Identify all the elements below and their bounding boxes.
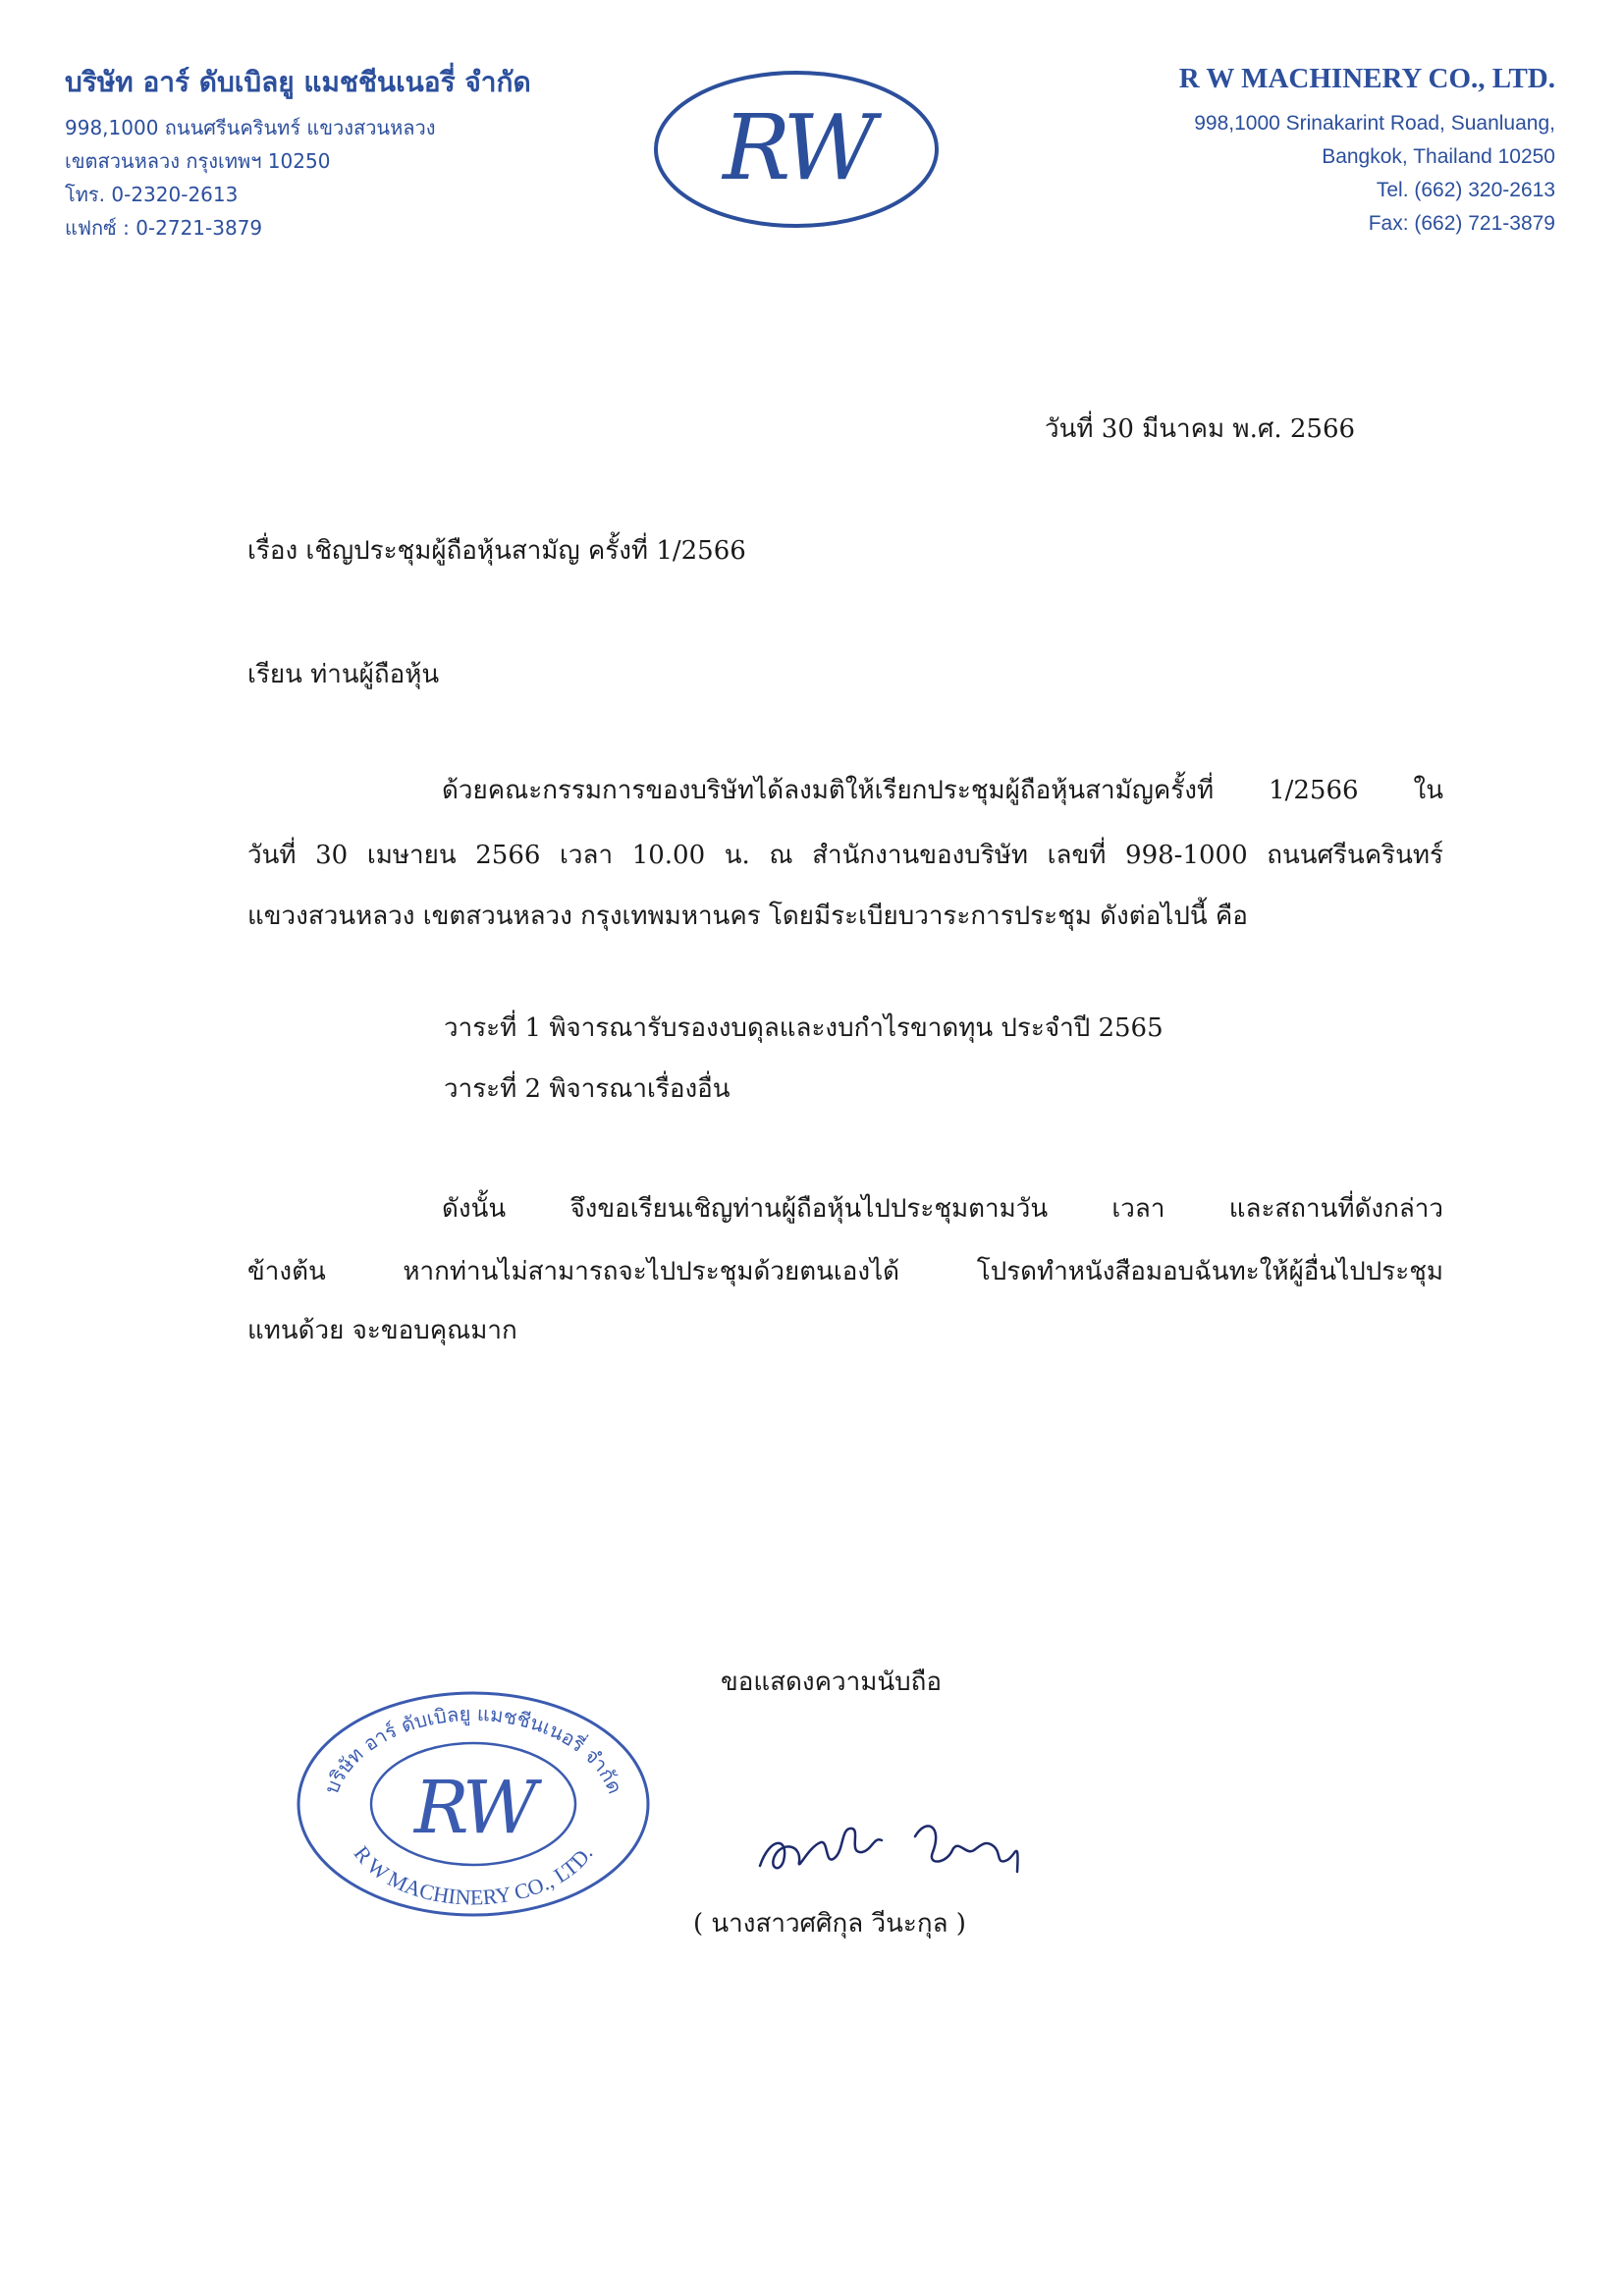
paragraph-1-line-3: แขวงสวนหลวง เขตสวนหลวง กรุงเทพมหานคร โดยมีระเบียบวาระการประชุม ดังต่อไปนี้ คือ — [247, 902, 1248, 931]
company-name-thai: บริษัท อาร์ ดับเบิลยู แมชชีนเนอรี่ จำกัด — [65, 66, 531, 98]
paragraph-2-line-3: แทนด้วย จะขอบคุณมาก — [247, 1316, 517, 1345]
paragraph-2-line-1: ดังนั้น จึงขอเรียนเชิญท่านผู้ถือหุ้นไปประชุมตามวัน เวลา และสถานที่ดังกล่าว — [442, 1194, 1443, 1224]
agenda-item-2: วาระที่ 2 พิจารณาเรื่องอื่น — [444, 1074, 731, 1104]
company-address-english-line1: 998,1000 Srinakarint Road, Suanluang, — [1194, 112, 1555, 135]
agenda-item-1: วาระที่ 1 พิจารณารับรองงบดุลและงบกำไรขาดทุน ประจำปี 2565 — [444, 1013, 1164, 1043]
letter-date: วันที่ 30 มีนาคม พ.ศ. 2566 — [1045, 414, 1356, 444]
paragraph-1-line-2: วันที่ 30 เมษายน 2566 เวลา 10.00 น. ณ สำนักงานของบริษัท เลขที่ 998-1000 ถนนศรีนครินทร์ — [247, 841, 1443, 870]
company-fax-english: Fax: (662) 721-3879 — [1368, 212, 1555, 235]
company-logo-text: RW — [723, 95, 870, 200]
handwritten-signature — [750, 1807, 1027, 1886]
company-address-english-line2: Bangkok, Thailand 10250 — [1322, 145, 1555, 168]
company-tel-english: Tel. (662) 320-2613 — [1376, 179, 1555, 201]
company-name-english: R W MACHINERY CO., LTD. — [1178, 63, 1555, 94]
letter-salutation: เรียน ท่านผู้ถือหุ้น — [247, 660, 440, 689]
company-address-thai-line1: 998,1000 ถนนศรีนครินทร์ แขวงสวนหลวง — [65, 116, 436, 139]
company-stamp — [295, 1689, 652, 1919]
company-logo — [652, 69, 941, 230]
stamp-logo-text: RW — [413, 1766, 533, 1850]
paragraph-2-line-2: ข้างต้น หากท่านไม่สามารถจะไปประชุมด้วยตนเองได้ โปรดทำหนังสือมอบฉันทะให้ผู้อื่นไปประชุม — [247, 1257, 1443, 1286]
company-address-thai-line2: เขตสวนหลวง กรุงเทพฯ 10250 — [65, 149, 331, 173]
stamp-english-text: R W MACHINERY CO., LTD. — [349, 1840, 598, 1910]
company-tel-thai: โทร. 0-2320-2613 — [65, 183, 239, 206]
company-fax-thai: แฟกซ์ : 0-2721-3879 — [65, 216, 263, 240]
letter-subject: เรื่อง เชิญประชุมผู้ถือหุ้นสามัญ ครั้งที่ 1/2566 — [247, 536, 746, 566]
paragraph-1-line-1: ด้วยคณะกรรมการของบริษัทได้ลงมติให้เรียกประชุมผู้ถือหุ้นสามัญครั้งที่ 1/2566 ใน — [442, 776, 1443, 805]
letter-closing: ขอแสดงความนับถือ — [721, 1667, 942, 1697]
signatory-name: ( นางสาวศศิกุล วีนะกุล ) — [693, 1909, 966, 1939]
stamp-thai-text: บริษัท อาร์ ดับเบิลยู แมชชีนเนอรี่ จำกัด — [319, 1701, 627, 1797]
